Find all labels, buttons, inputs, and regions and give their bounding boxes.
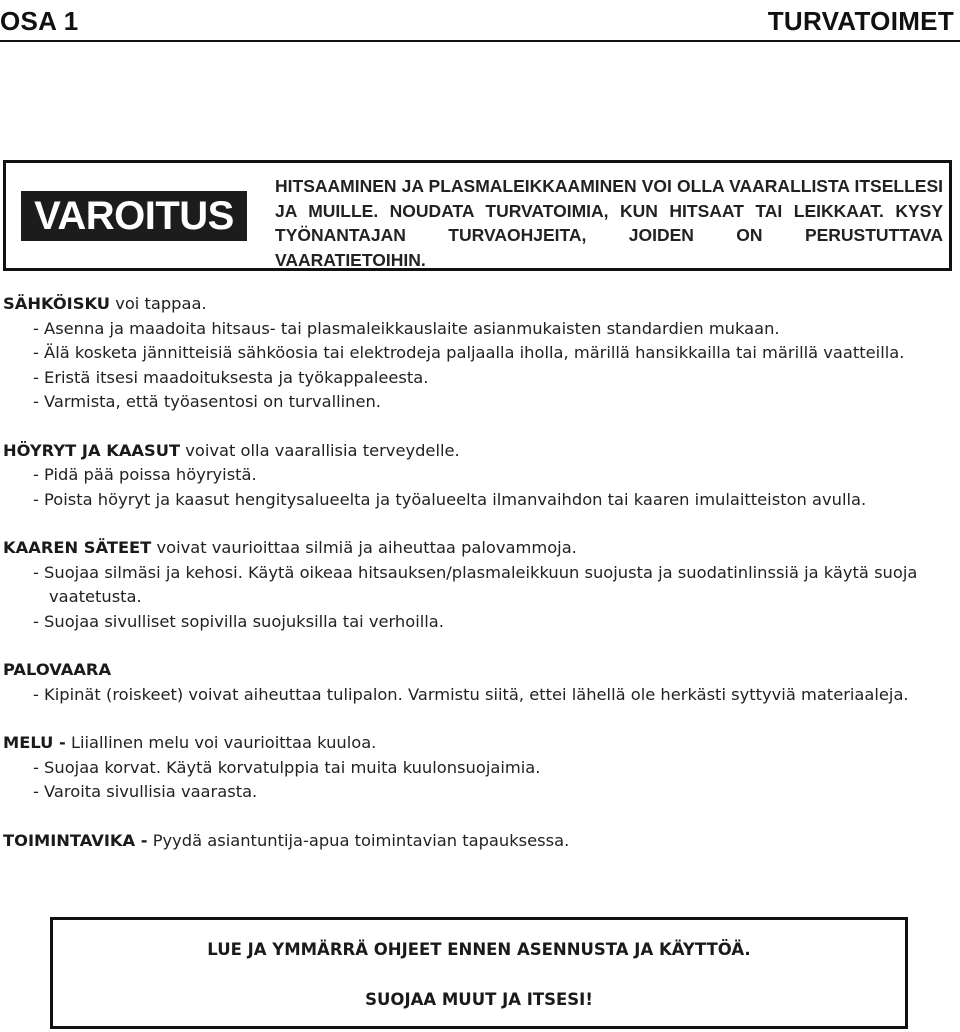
- page-header: [0, 0, 960, 46]
- section-heading: [3, 292, 958, 317]
- hazard-keyword: MELU -: [3, 733, 66, 752]
- reminder-line-protect: SUOJAA MUUT JA ITSESI!: [365, 990, 593, 1009]
- warning-label: VAROITUS: [21, 191, 247, 241]
- section-noise: [3, 731, 958, 805]
- list-item: - Varoita sivullisia vaarasta.: [33, 782, 258, 801]
- hazard-keyword: SÄHKÖISKU: [3, 294, 111, 313]
- hazard-description: Liiallinen melu voi vaurioittaa kuuloa.: [65, 733, 377, 752]
- section-title: TURVATOIMET: [767, 6, 954, 36]
- hazard-keyword: TOIMINTAVIKA -: [3, 830, 148, 850]
- hazard-keyword: HÖYRYT JA KAASUT: [3, 440, 181, 460]
- section-heading: [3, 536, 958, 561]
- hazard-description: voi tappaa.: [110, 294, 207, 313]
- warning-box: [3, 160, 952, 271]
- list-item: - Asenna ja maadoita hitsaus- tai plasmaleikkauslaite asianmukaisten standardien mukaan.: [33, 318, 780, 338]
- reminder-box: [50, 917, 908, 1029]
- section-malfunction: [3, 829, 958, 854]
- section-heading: [3, 439, 958, 464]
- safety-content: [3, 292, 958, 877]
- section-arc-rays: [3, 536, 958, 634]
- list-item: - Älä kosketa jännitteisiä sähköosia tai elektrodeja paljaalla iholla, märillä hansikkailla tai märillä vaatteilla.: [33, 343, 905, 362]
- list-item: - Suojaa silmäsi ja kehosi. Käytä oikeaa hitsauksen/plasmaleikkuun suojusta ja suodatinlinssiä ja käytä suoja: [33, 562, 918, 582]
- hazard-keyword: KAAREN SÄTEET: [3, 538, 152, 557]
- list-item: - Suojaa sivulliset sopivilla suojuksilla tai verhoilla.: [33, 611, 444, 631]
- list-item: - Suojaa korvat. Käytä korvatulppia tai muita kuulonsuojaimia.: [33, 757, 541, 777]
- reminder-line-read: LUE JA YMMÄRRÄ OHJEET ENNEN ASENNUSTA JA KÄYTTÖÄ.: [207, 940, 751, 959]
- list-item: - Eristä itsesi maadoituksesta ja työkappaleesta.: [33, 367, 429, 387]
- section-fumes-gases: [3, 439, 958, 513]
- list-item: - Pidä pää poissa höyryistä.: [33, 465, 257, 484]
- header-rule: [0, 40, 960, 42]
- section-heading: [3, 731, 958, 756]
- list-item: - Varmista, että työasentosi on turvallinen.: [33, 392, 381, 411]
- list-item: - Kipinät (roiskeet) voivat aiheuttaa tulipalon. Varmistu siitä, ettei lähellä ole herkästi syttyviä materiaaleja.: [33, 684, 909, 704]
- section-heading: [3, 829, 958, 854]
- list-item: - Poista höyryt ja kaasut hengitysalueelta ja työalueelta ilmanvaihdon tai kaaren imulaitteiston avulla.: [33, 489, 867, 509]
- hazard-keyword: PALOVAARA: [3, 660, 112, 679]
- hazard-description: Pyydä asiantuntija-apua toimintavian tapauksessa.: [147, 830, 570, 850]
- warning-text: HITSAAMINEN JA PLASMALEIKKAAMINEN VOI OLLA VAARALLISTA ITSELLESI JA MUILLE. NOUDATA TURVATOIMIA, KUN HITSAAT TAI LEIKKAAT. KYSY TYÖNANTAJAN TURVAOHJEITA, JOIDEN ON PERUSTUTTAVA VAARATIETOIHIN.: [275, 176, 943, 270]
- section-electric-shock: [3, 292, 958, 415]
- section-heading: [3, 658, 958, 683]
- section-fire-hazard: [3, 658, 958, 707]
- hazard-description: voivat vaurioittaa silmiä ja aiheuttaa palovammoja.: [151, 538, 577, 557]
- section-number: OSA 1: [0, 6, 79, 36]
- hazard-description: voivat olla vaarallisia terveydelle.: [180, 440, 460, 460]
- list-item-continuation: vaatetusta.: [49, 587, 142, 606]
